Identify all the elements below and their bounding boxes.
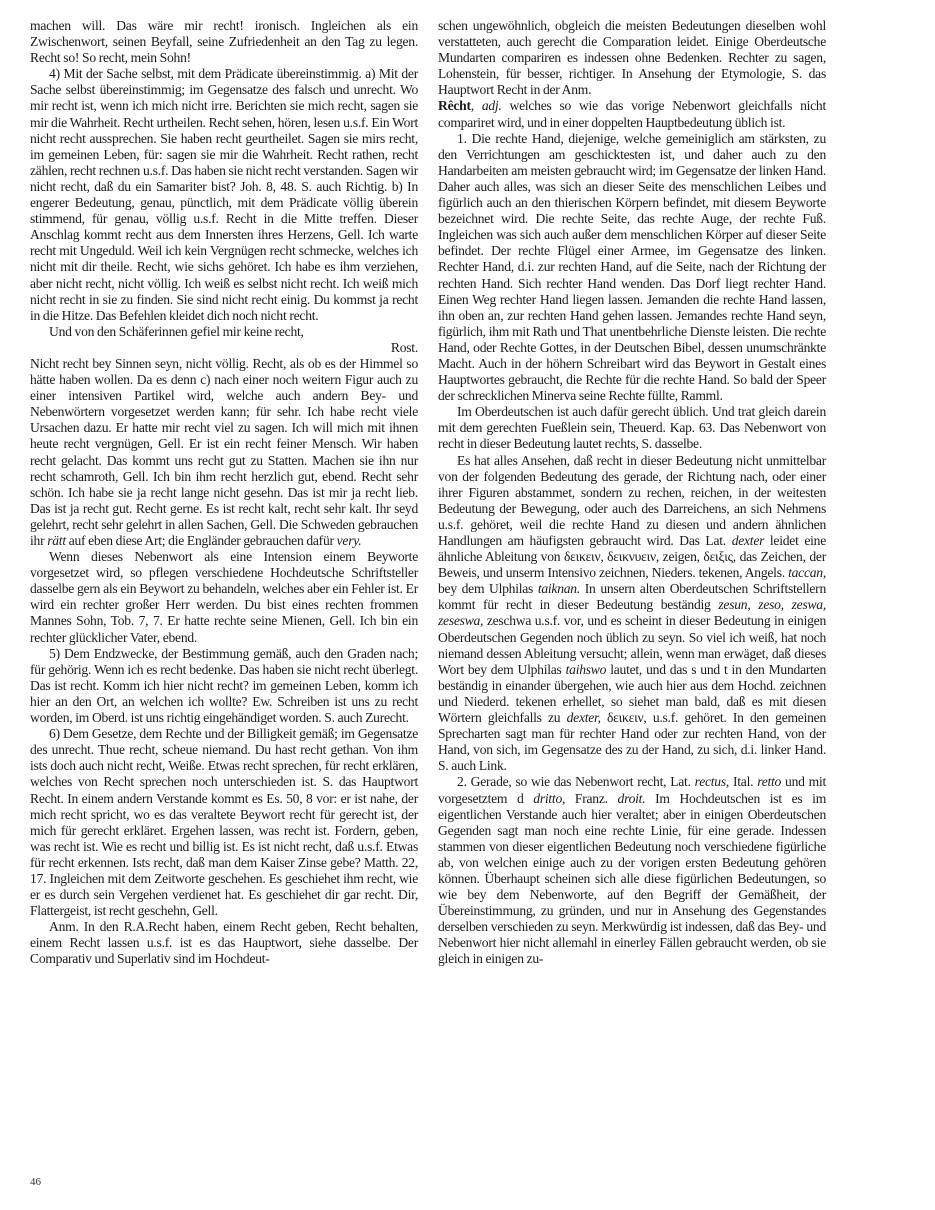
italic-term: droit. bbox=[617, 790, 646, 806]
italic-term: taccan, bbox=[788, 565, 826, 581]
paragraph: Anm. In den R.A.Recht haben, einem Recht geben, Recht behalten, einem Recht lassen u.s.f. ist es das Hauptwort, siehe dasselbe. Der Comparativ und Superlativ sind im Hochdeut- bbox=[30, 919, 418, 967]
paragraph: schen ungewöhnlich, obgleich die meisten Bedeutungen dieselben wohl verstatteten, auch gerecht die Comparation leidet. Einige Oberdeutsche Mundarten compariren es indessen ohne Bedenken. Rechter zu sagen, Lohenstein, für besser, richtiger. In Ansehung der Etymologie, S. das Hauptwort Recht in der Anm. bbox=[438, 18, 826, 98]
italic-term: retto bbox=[757, 774, 782, 790]
paragraph: Wenn dieses Nebenwort als eine Intension einem Beyworte vorgesetzet wird, so pflegen verschiedene Hochdeutsche Schriftsteller dasselbe gern als ein Beywort zu behandeln, welches aber ein Fehler ist. Er wird ein rechter großer Herr werden. Du bist eines rechten frommen Mannes Sohn, Tob. 7, 7. Er hatte rechte seine Mienen, Gell. Ich bin ein rechter glücklicher Vater, ebend. bbox=[30, 549, 418, 645]
text-run: Im Hochdeutschen ist es im eigentlichen Verstande auch hier veraltet; aber in einigen Oberdeutschen Gegenden sagt man noch eine rechte Linie, für eine gerade. Indessen stammen von dieser eigentlichen Bedeutung noch verschiedene figürliche ab, von welchen einige auch zu der vorigen ersten Bedeutung gehören können. Überhaupt scheinen sich alle diese figürlichen Bedeutungen, so wie bey dem Nebenworte, auf den Begriff der Gemäßheit, der Übereinstimmung, zu gründen, und nur in Ansehung des Gegenstandes derselben verschieden zu seyn. Merkwürdig ist indessen, daß das Bey- und Nebenwort hier nicht allemahl in einerley Fällen gebraucht werden, ob sie gleich in einigen zu- bbox=[438, 790, 827, 967]
text-run: 2. Gerade, so wie das Nebenwort recht, Lat. bbox=[457, 774, 695, 790]
italic-term: very. bbox=[336, 533, 362, 548]
text-run: δεικειν, u.s.f. gehöret. In den gemeinen Sprecharten sagt man für rechter Hand oder zur rechten Hand, von der Hand, von sich, im Gegensatze des zu der Hand, zu sich, d.i. linker Hand. S. auch Link. bbox=[438, 710, 826, 774]
paragraph bbox=[30, 356, 418, 549]
text-run: Franz. bbox=[565, 790, 618, 806]
paragraph: machen will. Das wäre mir recht! ironisch. Ingleichen als ein Zwischenwort, seinen Beyfall, seine Zufriedenheit an den Tag zu legen. Recht so! So recht, mein Sohn! bbox=[30, 18, 418, 66]
italic-term: taiknan. bbox=[537, 581, 581, 597]
italic-term: dexter, bbox=[566, 710, 601, 726]
italic-term: zesun, zeso, zeswa, zeseswa, bbox=[438, 597, 827, 629]
paragraph: 1. Die rechte Hand, diejenige, welche gemeiniglich am stärksten, zu den Verrichtungen am geschicktesten ist, und daher auch zu den Handarbeiten am meisten gebraucht wird; im Gegensatze der linken Hand. Daher auch alles, was sich an dieser Seite des menschlichen Leibes und figürlich auch an den thierischen Körpern befindet, mit diesem Beyworte bezeichnet wird. Die rechte Seite, das rechte Auge, der rechte Fuß. Ingleichen was sich auch außer dem menschlichen Körper auf dieser Seite befindet. Der rechte Flügel einer Armee, im Gegensatze des linken. Rechter Hand, d.i. zur rechten Hand, auf die Seite, nach der Richtung der rechten Hand. Sich rechter Hand wenden. Das Dorf liegt rechter Hand. Einen Weg rechter Hand liegen lassen. Jemanden die rechte Hand lassen, ihn oben an, zur rechten Hand gehen lassen. Jemandes rechte Hand seyn, figürlich, ihm mit Rath und That unentbehrliche Dienste leisten. Die rechte Hand, oder Rechte Gottes, in der Deutschen Bibel, dessen unumschränkte Macht. Auch in der höhern Schreibart wird das Beywort in Gestalt eines Hauptwortes gebraucht, die Rechte für die rechte Hand. So bald der Speer der schrecklichen Minerva seine Rechte füllte, Ramml. bbox=[438, 130, 826, 404]
text-run: auf eben diese Art; die Engländer gebrauchen dafür bbox=[65, 533, 337, 548]
text-run: leidet eine ähnliche Ableitung von δεικειν, δεικνυειν, zeigen, δειξις, das Zeichen, der Beweis, und unserm Intensivo zeichnen, Nieders. tekenen, Angels. bbox=[438, 533, 826, 581]
paragraph: 5) Dem Endzwecke, der Bestimmung gemäß, auch den Graden nach; für gehörig. Wenn ich es recht bedenke. Das haben sie nicht recht überlegt. Das ist recht. Komm ich hier nicht recht? im gemeinen Leben, komm ich hier an den Ort, an welchen ich wollte? Ew. Schreiben ist uns zu recht worden, im Oberd. ist uns richtig eingehändiget worden. S. auch Zurecht. bbox=[30, 645, 418, 726]
text-run: zeschwa u.s.f. vor, und es scheint in dieser Bedeutung in einigen Oberdeutschen Gegenden noch üblich zu seyn. So viel ich weiß, hat noch niemand dessen Ableitung versucht; allein, wenn man erwäget, daß dieses Wort bey dem Ulphilas bbox=[438, 613, 826, 677]
page-number: 46 bbox=[30, 1176, 41, 1188]
headword: Rêcht bbox=[438, 98, 471, 114]
text-run: Ital. bbox=[729, 774, 758, 790]
text-run: In unsern alten Oberdeutschen Schriftstellern kommt für recht in dieser Bedeutung beständig bbox=[438, 581, 826, 613]
quote-source: Rost. bbox=[390, 339, 418, 355]
text-run: welches so wie das vorige Nebenwort gleichfalls nicht compariret wird, und in einer doppelten Hauptbedeutung üblich ist. bbox=[438, 98, 827, 130]
text-run: lautet, und das s und t in den Mundarten beständig in einander übergehen, wie auch hier aus dem Hochd. zeichnen und Niederd. tekenen erhellet, so siehet man bald, daß es mit diesen Wörtern gleichfalls zu bbox=[438, 661, 826, 726]
paragraph: Im Oberdeutschen ist auch dafür gerecht üblich. Und trat gleich darein mit dem gerechten Fueßlein sein, Theuerd. Kap. 63. Das Nebenwort von recht in dieser Bedeutung lautet rechts, S. dasselbe. bbox=[438, 404, 826, 452]
text-run: Es hat alles Ansehen, daß recht in dieser Bedeutung nicht unmittelbar von der folgenden Bedeutung des gerade, der Richtung nach, oder einer ihrer Figuren abstammet, sondern zu rechen, reichen, in der weitesten Bedeutung der Bewegung, oder auch des Darreichens, an sich Nehmens u.s.f. gehöret, weil die rechte Hand zu diesen und andern ähnlichen Handlungen am häufigsten gebraucht wird. Das Lat. bbox=[438, 452, 826, 548]
text-run: und mit vorgesetztem d bbox=[438, 774, 826, 806]
paragraph: 4) Mit der Sache selbst, mit dem Prädicate übereinstimmig. a) Mit der Sache selbst übereinstimmig; im Gegensatze des falsch und unrecht. Wo mir recht ist, wenn ich mich nicht irre. Berichten sie mich recht, sagen sie mir die Wahrheit. Recht urtheilen. Recht sehen, hören, lesen u.s.f. Ein Wort nicht recht aussprechen. Sie haben recht geurtheilet. Sagen sie mirs recht, im gemeinen Leben, für: sagen sie mir die Wahrheit. Recht rathen, recht zählen, recht rechnen u.s.f. Das haben sie nicht recht verstanden. Sagen wir nicht recht, daß du ein Samariter bist? Joh. 8, 48. S. auch Richtig. b) In engerer Bedeutung, genau, pünctlich, mit dem Prädicate völlig überein stimmend, für genau, völlig u.s.f. Recht in die Mitte treffen. Dieser Anschlag kommt recht aus dem Innersten ihres Herzens, Gell. Ich warte recht mit Ungeduld. Weil ich kein Vergnügen recht schmecke, welches ich nicht mit dir theile. Recht, wie sichs gehöret. Ich habe es ihm verziehen, aber nicht recht, nicht völlig. Ich weiß es selbst nicht recht. Ich weiß mich nicht recht in sie zu finden. Sie sind nicht recht einig. Du kommst ja recht in die Hitze. Das Befehlen kleidet dich noch nicht recht. bbox=[30, 66, 418, 323]
verse-quote: Und von den Schäferinnen gefiel mir keine recht, bbox=[49, 323, 304, 339]
text-run: Nicht recht bey Sinnen seyn, nicht völlig. Recht, als ob es der Himmel so hätte haben wollen. Da es denn c) nach einer noch weitern Figur auch zu einer intensiven Partikel wird, welche auch andern Bey- und Nebenwörtern vorgesetzet werden kann; für sehr. Ich habe recht viele Ursachen dazu. Er hatte mir recht viel zu sagen. Ich will mich mit ihnen heute recht vergnügen, Gell. Er ist ein recht feiner Mensch. Wir haben recht gelacht. Das kommt uns recht gut zu Statten. Machen sie ihn nur recht schamroth, Gell. Ich bin ihm recht herzlich gut, ebend. Recht sehr schön. Ich habe sie ja recht lange nicht gesehn. Das ist mir ja recht lieb. Das ist ja recht gut. Recht gerne. Es ist recht kalt, recht sehr kalt. Ihr seyd gelehrt, recht sehr gelehrt in allen Sachen, Gell. Die Schweden gebrauchen ihr bbox=[30, 355, 418, 548]
italic-term: rectus, bbox=[694, 774, 730, 790]
text-run: bey dem Ulphilas bbox=[438, 581, 538, 597]
italic-term: dexter bbox=[731, 533, 765, 548]
italic-term: rätt bbox=[47, 533, 66, 548]
italic-term: dritto, bbox=[533, 790, 566, 806]
paragraph: 6) Dem Gesetze, dem Rechte und der Billigkeit gemäß; im Gegensatze des unrecht. Thue recht, scheue niemand. Du hast recht gethan. Von ihm ists doch auch nicht recht, Weiße. Etwas recht sprechen, für recht erklären, welches von Recht sprechen noch unterschieden ist. S. das Hauptwort Recht. In einem andern Verstande kommt es Es. 50, 8 vor: er ist nahe, der mich recht spricht, wo es das veraltete Beywort recht für gerecht ist, der mich für gerecht erkläret. Ergehen lassen, was recht ist. Fordern, geben, was recht ist. Wie es recht und billig ist. Es ist nicht recht, daß u.s.f. Etwas für recht erkennen. Ists recht, daß man dem Kaiser Zinse gebe? Matth. 22, 17. Ingleichen mit dem Zeitworte geschehen. Es geschiehet ihm recht, wie er es durch sein Vergehen verdienet hat. Es geschiehet dir gar recht. Dir, Flattergeist, ist recht geschehn, Gell. bbox=[30, 726, 418, 919]
entry-paragraph: Rêcht, adj. welches so wie das vorige Nebenwort gleichfalls nicht compariret wird, und in einer doppelten Hauptbedeutung üblich ist. bbox=[438, 98, 827, 130]
left-column bbox=[30, 18, 418, 968]
paragraph bbox=[438, 774, 826, 967]
right-column bbox=[438, 18, 826, 968]
paragraph bbox=[438, 453, 826, 775]
italic-term: taihswo bbox=[565, 661, 607, 677]
part-of-speech: adj. bbox=[481, 98, 502, 114]
